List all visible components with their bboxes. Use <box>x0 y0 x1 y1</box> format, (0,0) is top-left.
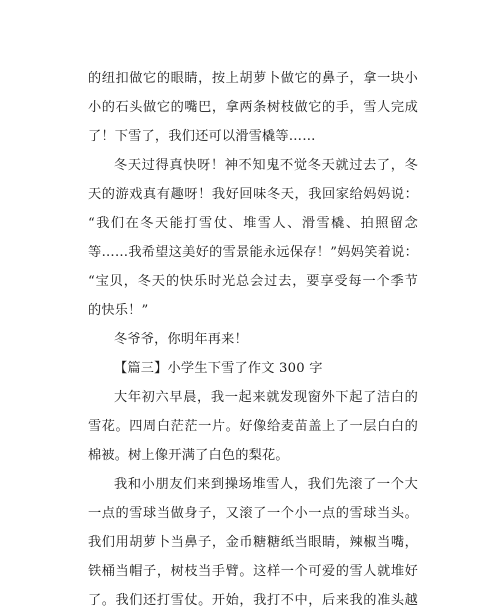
text-line: 的纽扣做它的眼睛，按上胡萝卜做它的鼻子，拿一块小 <box>88 71 418 86</box>
text-line: “宝贝，冬天的快乐时光总会过去，要享受每一个季节 <box>88 274 418 289</box>
text-line: 棉被。树上像开满了白色的梨花。 <box>88 448 289 463</box>
text-line: 铁桶当帽子，树枝当手臂。这样一个可爱的雪人就堆好 <box>88 564 418 579</box>
paragraph-start-line: 冬爷爷，你明年再来！ <box>114 332 248 347</box>
text-line: 了。我们还打雪仗。开始，我打不中，后来我的准头越 <box>88 593 418 608</box>
text-line: 了！下雪了，我们还可以滑雪橇等…… <box>88 129 316 144</box>
text-line: 一点的雪球当做身子，又滚了一个小一点的雪球当头。 <box>88 506 418 521</box>
paragraph-start-line: 大年初六早晨，我一起来就发现窗外下起了洁白的 <box>114 390 418 405</box>
text-line: 小的石头做它的嘴巴，拿两条树枝做它的手，雪人完成 <box>88 100 418 115</box>
text-line: 的快乐！” <box>88 303 149 318</box>
text-line: 等……我希望这美好的雪景能永远保存！”妈妈笑着说： <box>88 245 418 260</box>
section-heading: 【篇三】小学生下雪了作文 300 字 <box>114 361 323 376</box>
essay-body <box>88 64 418 615</box>
paragraph-start-line: 我和小朋友们来到操场堆雪人，我们先滚了一个大 <box>114 477 418 492</box>
paragraph-start-line: 冬天过得真快呀！神不知鬼不觉冬天就过去了，冬 <box>114 158 418 173</box>
text-line: 我们用胡萝卜当鼻子，金币糖糖纸当眼睛，辣椒当嘴， <box>88 535 418 550</box>
text-line: 雪花。四周白茫茫一片。好像给麦苗盖上了一层白白的 <box>88 419 418 434</box>
text-line: 天的游戏真有趣呀！我好回味冬天，我回家给妈妈说： <box>88 187 418 202</box>
text-line: “我们在冬天能打雪仗、堆雪人、滑雪橇、拍照留念 <box>88 216 418 231</box>
